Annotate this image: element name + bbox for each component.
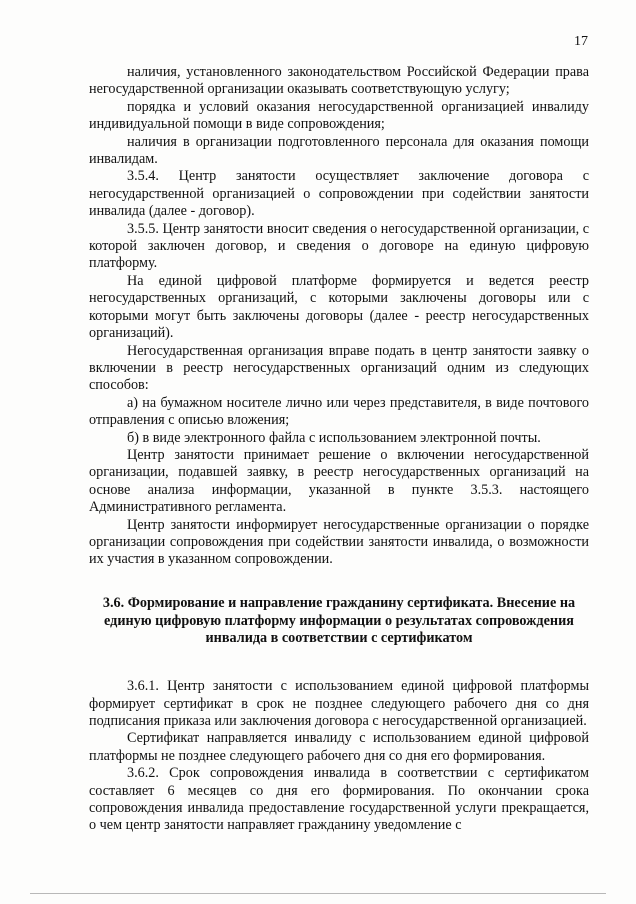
paragraph: 3.6.1. Центр занятости с использованием единой цифровой платформы формирует сертификат в срок не позднее следующего рабочего дня со дня подписания приказа или заключения договора с негосударственной организацией.	[89, 678, 589, 729]
page-bottom-rule	[30, 893, 606, 894]
paragraph: наличия, установленного законодательством Российской Федерации права негосударственной организации оказывать соответствующую услугу;	[89, 64, 589, 98]
section-heading: 3.6. Формирование и направление гражданину сертификата. Внесение на единую цифровую платформу информации о результатах сопровождения инвалида в соответствии с сертификатом	[102, 594, 576, 647]
paragraph: а) на бумажном носителе лично или через представителя, в виде почтового отправления с описью вложения;	[89, 394, 589, 429]
paragraph: наличия в организации подготовленного персонала для оказания помощи инвалидам.	[89, 133, 589, 168]
paragraph: 3.5.4. Центр занятости осуществляет заключение договора с негосударственной организацией о сопровождении при содействии занятости инвалида (далее - договор).	[89, 168, 589, 220]
paragraph: Негосударственная организация вправе подать в центр занятости заявку о включении в реестр негосударственных организаций одним из следующих способов:	[89, 342, 589, 394]
document-body	[89, 64, 589, 835]
paragraph: б) в виде электронного файла с использованием электронной почты.	[127, 429, 541, 446]
paragraph: На единой цифровой платформе формируется и ведется реестр негосударственных организаций, с которыми заключены договоры или с которыми могут быть заключены договоры (далее - реестр негосударственных организаций).	[89, 272, 589, 342]
paragraph: порядка и условий оказания негосударственной организацией инвалиду индивидуальной помощи в виде сопровождения;	[89, 98, 589, 133]
paragraph: Сертификат направляется инвалиду с использованием единой цифровой платформы не позднее следующего рабочего дня со дня его формирования.	[89, 730, 589, 764]
paragraph: Центр занятости информирует негосударственные организации о порядке организации сопровождения при содействии занятости инвалида, о возможности их участия в указанном сопровождении.	[89, 516, 589, 568]
paragraph: 3.6.2. Срок сопровождения инвалида в соответствии с сертификатом составляет 6 месяцев со дня его формирования. По окончании срока сопровождения инвалида предоставление государственной услуги прекращается, о чем центр занятости направляет гражданину уведомление с	[89, 765, 589, 834]
paragraph: Центр занятости принимает решение о включении негосударственной организации, подавшей заявку, в реестр негосударственных организаций на основе анализа информации, указанной в пункте 3.5.3. настоящего Административного регламента.	[89, 446, 589, 516]
paragraph: 3.5.5. Центр занятости вносит сведения о негосударственной организации, с которой заключен договор, и сведения о договоре на единую цифровую платформу.	[89, 220, 589, 272]
page-number: 17	[574, 34, 588, 49]
